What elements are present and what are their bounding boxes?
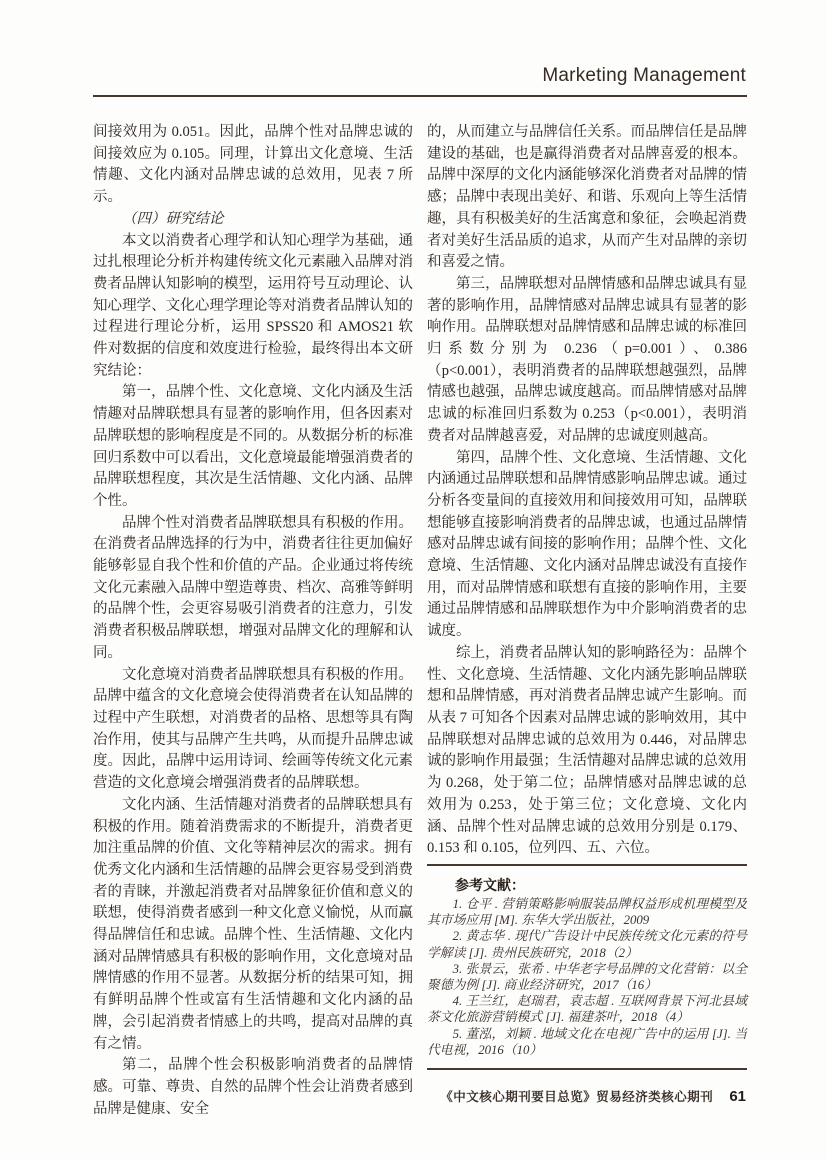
reference-item: 5. 董泓，刘颖 . 地域文化在电视广告中的运用 [J]. 当代电视，2016（10） [427,1026,747,1057]
reference-item: 4. 王兰红，赵瑞君，袁志超 . 互联网背景下河北县域茶文化旅游营销模式 [J]. 福建茶叶，2018（4） [427,994,747,1025]
footer-journal-note: 《中文核心期刊要目总览》贸易经济类核心期刊 [440,1090,714,1104]
paragraph: 的，从而建立与品牌信任关系。而品牌信任是品牌建设的基础，也是赢得消费者对品牌喜爱的根本。品牌中深厚的文化内涵能够深化消费者对品牌的情感；品牌中表现出美好、和谐、乐观向上等生活情趣，具有积极美好的生活寓意和象征，会唤起消费者对美好生活品质的追求，从而产生对品牌的亲切和喜爱之情。 [427,124,747,271]
paragraph: 第四，品牌个性、文化意境、生活情趣、文化内涵通过品牌联想和品牌情感影响品牌忠诚。通过分析各变量间的直接效用和间接效用可知，品牌联想能够直接影响消费者的品牌忠诚，也通过品牌情感对品牌忠诚有间接的影响作用；品牌个性、文化意境、生活情趣、文化内涵对品牌忠诚没有直接作用，而对品牌情感和联想有直接的影响作用，主要通过品牌情感和品牌联想作为中介影响消费者的忠诚度。 [427,449,747,640]
section-heading: （四）研究结论 [122,210,224,227]
article-body [93,122,747,1120]
reference-item: 1. 仓平 . 营销策略影响服装品牌权益形成机理模型及其市场应用 [M]. 东华大学出版社，2009 [427,896,747,928]
paragraph: 品牌个性对消费者品牌联想具有积极的作用。在消费者品牌选择的行为中，消费者往往更加偏好能够彰显自我个性和价值的产品。企业通过将传统文化元素融入品牌中塑造尊贵、档次、高雅等鲜明的品牌个性，会更容易吸引消费者的注意力，引发消费者积极品牌联想，增强对品牌文化的理解和认同。 [93,514,413,661]
paragraph: 第一，品牌个性、文化意境、文化内涵及生活情趣对品牌联想具有显著的影响作用，但各因素对品牌联想的影响程度是不同的。从数据分析的标准回归系数中可以看出，文化意境最能增强消费者的品牌联想程度，其次是生活情趣、文化内涵、品牌个性。 [93,384,413,509]
page-footer [440,1087,746,1105]
paragraph: 综上，消费者品牌认知的影响路径为：品牌个性、文化意境、生活情趣、文化内涵先影响品牌联想和品牌情感，再对消费者品牌忠诚产生影响。而从表 7 可知各个因素对品牌忠诚的影响效用，其中品牌联想对品牌忠诚的总效用为 0.446，对品牌忠诚的影响作用最强；生活情趣对品牌忠诚的总效用为 0.268，处于第二位；品牌情感对品牌忠诚的总效用为 0.253，处于第三位；文化意境、文化内涵、品牌个性对品牌忠诚的总效用分别是 0.179、0.153 和 0.105，位列四、五、六位。 [427,644,747,857]
page-header-title: Marketing Management [542,65,746,86]
paragraph: 间接效用为 0.051。因此，品牌个性对品牌忠诚的间接效应为 0.105。同理，计算出文化意境、生活情趣、文化内涵对品牌忠诚的总效用，见表 7 所示。 [93,124,413,206]
paragraph: 文化意境对消费者品牌联想具有积极的作用。品牌中蕴含的文化意境会使得消费者在认知品牌的过程中产生联想，对消费者的品格、思想等具有陶冶作用，使其与品牌产生共鸣，从而提升品牌忠诚度。因此，品牌中运用诗词、绘画等传统文化元素营造的文化意境会增强消费者的品牌联想。 [93,666,413,792]
footer-page-number: 61 [729,1088,746,1105]
header-rule [93,95,747,97]
paragraph: 第三，品牌联想对品牌情感和品牌忠诚具有显著的影响作用，品牌情感对品牌忠诚具有显著的影响作用。品牌联想对品牌情感和品牌忠诚的标准回归系数分别为 0.236（p=0.001）、0.386（p<0.001），表明消费者的品牌联想越强烈，品牌情感也越强，品牌忠诚度越高。而品牌情感对品牌忠诚的标准回归系数为 0.253（p<0.001），表明消费者对品牌越喜爱，对品牌的忠诚度则越高。 [427,275,747,444]
references-section [427,864,747,1070]
paragraph: 文化内涵、生活情趣对消费者的品牌联想具有积极的作用。随着消费需求的不断提升，消费者更加注重品牌的价值、文化等精神层次的需求。拥有优秀文化内涵和生活情趣的品牌会更容易受到消费者的青睐，并激起消费者对品牌象征价值和意义的联想，使得消费者感到一种文化意义愉悦，从而赢得品牌信任和忠诚。品牌个性、生活情趣、文化内涵对品牌情感具有积极的影响作用，文化意境对品牌情感的作用不显著。从数据分析的结果可知，拥有鲜明品牌个性或富有生活情趣和文化内涵的品牌，会引起消费者情感上的共鸣，提高对品牌的真有之情。 [93,796,413,1052]
column-right [427,122,747,1120]
reference-item: 2. 黄志华 . 现代广告设计中民族传统文化元素的符号学解读 [J]. 贵州民族研究，2018（2） [427,929,747,960]
reference-item: 3. 张景云，张希 . 中华老字号品牌的文化营销：以全聚德为例 [J]. 商业经济研究，2017（16） [427,961,747,992]
paragraph: 本文以消费者心理学和认知心理学为基础，通过扎根理论分析并构建传统文化元素融入品牌对消费者品牌认知影响的模型，运用符号互动理论、认知心理学、文化心理学理论等对消费者品牌认知的过程进行理论分析，运用 SPSS20 和 AMOS21 软件对数据的信度和效度进行检验，最终得出本文研究结论： [93,232,413,379]
paragraph: 第二，品牌个性会积极影响消费者的品牌情感。可靠、尊贵、自然的品牌个性会让消费者感到品牌是健康、安全 [93,1057,413,1117]
column-left [93,122,413,1120]
references-heading: 参考文献： [455,876,525,893]
